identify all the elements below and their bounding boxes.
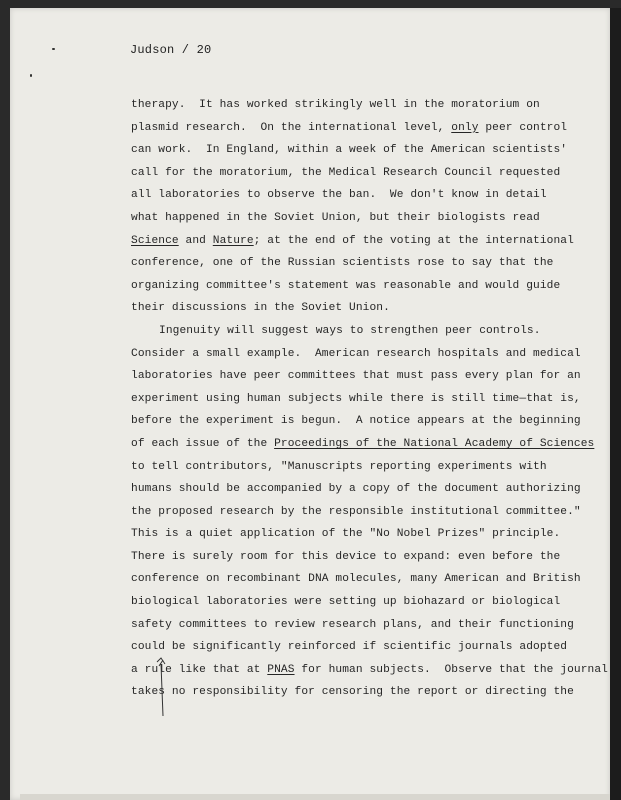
text-line — [131, 591, 571, 614]
line-text: plasmid research. On the international level, — [131, 121, 452, 134]
line-text: laboratories have peer committees that must pass every plan for an — [131, 370, 581, 383]
text-line — [131, 681, 574, 704]
underlined-text: Science — [131, 234, 179, 247]
line-text: could be significantly reinforced if scientific journals adopted — [131, 641, 568, 654]
line-text: before the experiment is begun. A notice appears at the beginning — [131, 415, 581, 428]
text-line — [131, 546, 571, 569]
page-header: Judson / 20 — [130, 43, 212, 57]
text-line — [131, 365, 581, 388]
underlined-text: Nature — [212, 234, 254, 247]
text-line — [131, 275, 571, 298]
line-text: their discussions in the Soviet Union. — [131, 302, 390, 315]
text-line — [131, 117, 571, 140]
text-line — [131, 230, 574, 253]
line-text: organizing committee's statement was reasonable and would guide — [131, 279, 561, 292]
page-bottom-edge — [20, 794, 610, 800]
line-text: a rule like that at — [131, 663, 268, 676]
text-line — [131, 388, 581, 411]
text-line — [131, 614, 574, 637]
line-text: conference, one of the Russian scientists rose to say that the — [131, 257, 554, 270]
ink-speck — [30, 74, 32, 77]
text-line — [131, 433, 595, 456]
line-text: Ingenuity will suggest ways to strengthen peer controls. — [159, 324, 541, 337]
line-text: can work. In England, within a week of the American scientists' — [131, 144, 568, 157]
line-text: to tell contributors, "Manuscripts reporting experiments with — [131, 460, 547, 473]
text-line — [131, 478, 581, 501]
ink-speck — [52, 48, 55, 50]
line-text: biological laboratories were setting up biohazard or biological — [131, 596, 561, 609]
line-text: the proposed research by the responsible institutional committee." — [131, 505, 581, 518]
text-line — [131, 184, 571, 207]
line-text: therapy. It has worked strikingly well in the moratorium on — [131, 99, 540, 111]
line-text: call for the moratorium, the Medical Research Council requested — [131, 166, 561, 179]
text-line — [131, 139, 571, 162]
line-text: ; at the end of the voting at the international — [253, 234, 574, 247]
line-text: of each issue of the — [131, 437, 275, 450]
typed-page — [10, 8, 610, 800]
line-text: what happened in the Soviet Union, but their biologists read — [131, 211, 540, 224]
line-text: This is a quiet application of the "No Nobel Prizes" principle. — [131, 528, 561, 541]
line-text: There is surely room for this device to expand: even before the — [131, 550, 561, 563]
text-line — [131, 343, 581, 366]
text-line — [131, 297, 571, 320]
line-text: for human subjects. Observe that the journal — [294, 663, 608, 676]
text-line — [131, 456, 571, 479]
text-line — [131, 207, 571, 230]
text-line — [131, 410, 581, 433]
text-line — [131, 252, 571, 275]
line-text: takes no responsibility for censoring the report or directing the — [131, 686, 574, 699]
body-text — [131, 94, 608, 704]
line-text: humans should be accompanied by a copy of the document authorizing — [131, 483, 581, 496]
text-line — [131, 320, 571, 343]
text-line — [131, 659, 608, 682]
text-line — [131, 94, 571, 117]
line-text: all laboratories to observe the ban. We don't know in detail — [131, 189, 547, 202]
text-line — [131, 636, 571, 659]
line-text: experiment using human subjects while there is still time—that is, — [131, 392, 581, 405]
scan-right-edge — [610, 8, 621, 800]
text-line — [131, 568, 581, 591]
underlined-text: PNAS — [267, 663, 295, 676]
line-text: safety committees to review research plans, and their functioning — [131, 618, 574, 631]
text-line — [131, 162, 571, 185]
line-text: peer control — [478, 121, 568, 134]
line-text: and — [178, 234, 213, 247]
underlined-text: only — [451, 121, 479, 134]
text-line — [131, 523, 571, 546]
line-text: Consider a small example. American research hospitals and medical — [131, 347, 581, 360]
line-text: conference on recombinant DNA molecules, many American and British — [131, 573, 581, 586]
underlined-text: Proceedings of the National Academy of Sciences — [274, 437, 595, 450]
text-line — [131, 501, 581, 524]
handwritten-insertion-mark — [149, 656, 189, 716]
